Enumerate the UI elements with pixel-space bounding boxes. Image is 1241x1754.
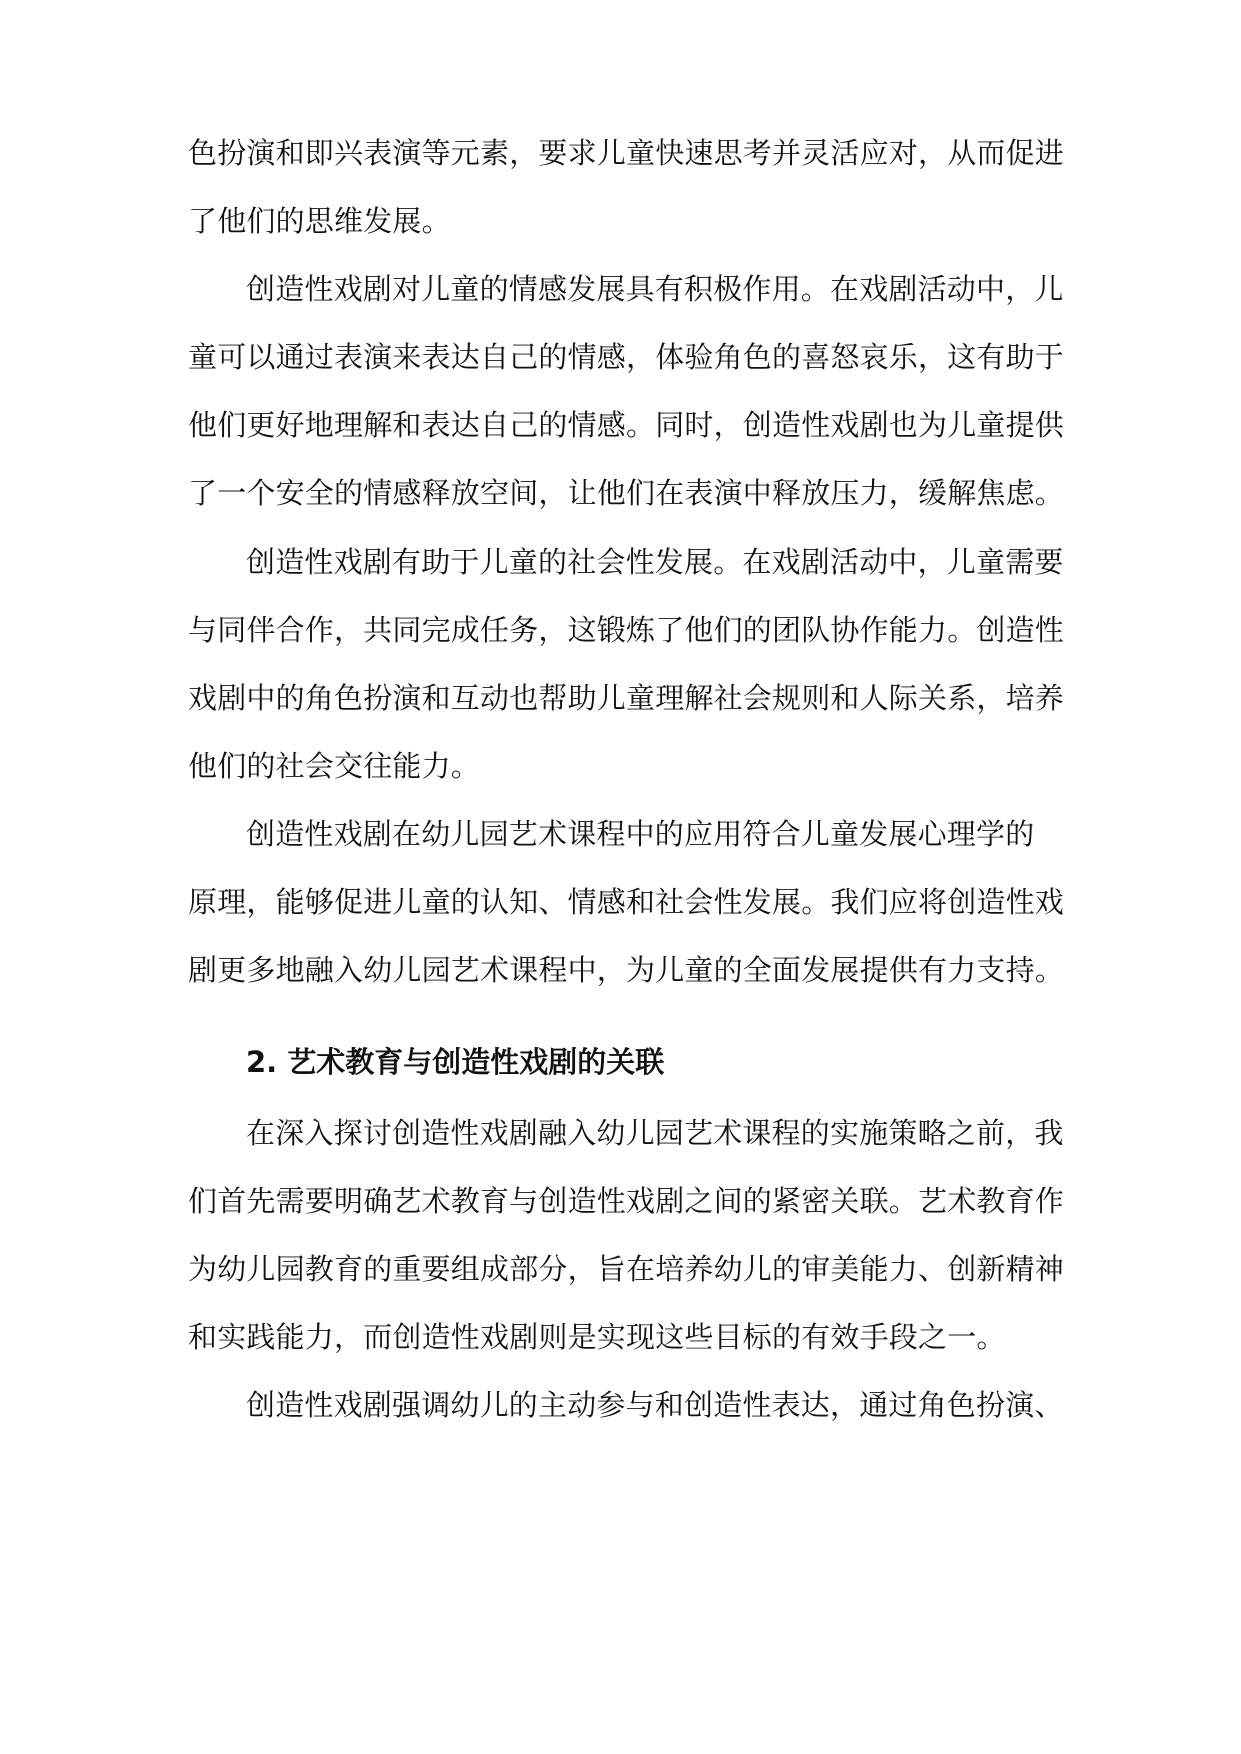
text-line: 和实践能力，而创造性戏剧则是实现这些目标的有效手段之一。 xyxy=(188,1320,1006,1354)
text-line: 在深入探讨创造性戏剧融入幼儿园艺术课程的实施策略之前，我 xyxy=(246,1116,1064,1150)
section-heading: 2. 艺术教育与创造性戏剧的关联 xyxy=(246,1045,665,1079)
text-line: 了一个安全的情感释放空间，让他们在表演中释放压力，缓解焦虑。 xyxy=(188,476,1065,510)
text-line: 色扮演和即兴表演等元素，要求儿童快速思考并灵活应对，从而促进 xyxy=(188,136,1065,170)
text-line: 童可以通过表演来表达自己的情感，体验角色的喜怒哀乐，这有助于 xyxy=(188,340,1065,374)
text-line: 了他们的思维发展。 xyxy=(188,204,451,238)
text-line: 们首先需要明确艺术教育与创造性戏剧之间的紧密关联。艺术教育作 xyxy=(188,1184,1065,1218)
text-line: 剧更多地融入幼儿园艺术课程中，为儿童的全面发展提供有力支持。 xyxy=(188,953,1065,987)
text-line: 创造性戏剧对儿童的情感发展具有积极作用。在戏剧活动中，儿 xyxy=(246,272,1064,306)
text-line: 他们的社会交往能力。 xyxy=(188,749,481,783)
text-line: 为幼儿园教育的重要组成部分，旨在培养幼儿的审美能力、创新精神 xyxy=(188,1252,1065,1286)
text-line: 与同伴合作，共同完成任务，这锻炼了他们的团队协作能力。创造性 xyxy=(188,613,1065,647)
text-line: 他们更好地理解和表达自己的情感。同时，创造性戏剧也为儿童提供 xyxy=(188,408,1065,442)
text-line: 创造性戏剧有助于儿童的社会性发展。在戏剧活动中，儿童需要 xyxy=(246,545,1064,579)
text-line: 戏剧中的角色扮演和互动也帮助儿童理解社会规则和人际关系，培养 xyxy=(188,681,1065,715)
text-line: 创造性戏剧强调幼儿的主动参与和创造性表达，通过角色扮演、 xyxy=(246,1388,1064,1422)
text-line: 创造性戏剧在幼儿园艺术课程中的应用符合儿童发展心理学的 xyxy=(246,817,1035,851)
text-line: 原理，能够促进儿童的认知、情感和社会性发展。我们应将创造性戏 xyxy=(188,885,1065,919)
